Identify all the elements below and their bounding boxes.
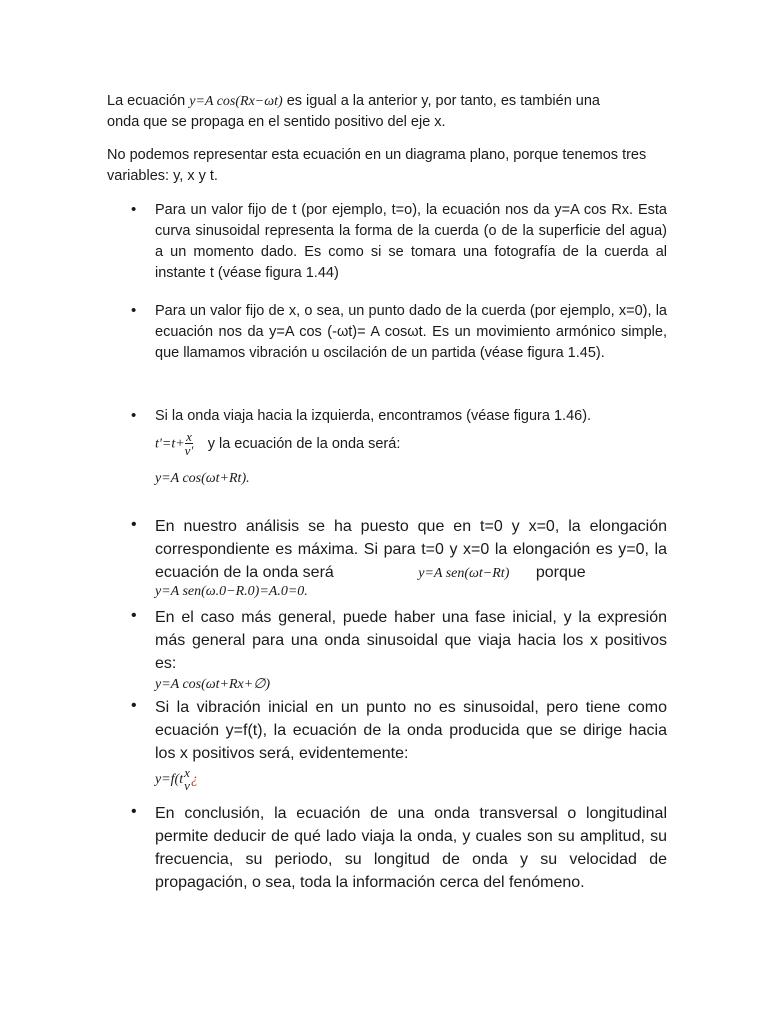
eq-t-prime-left: t'=t+: [155, 436, 185, 452]
equation-function: [155, 766, 198, 792]
paragraph-variables: [107, 145, 667, 187]
variables-line2: variables: y, x y t.: [107, 168, 218, 184]
bullet-icon: •: [131, 201, 137, 218]
eq-fraction: $\frac{x}{v'}$: [184, 429, 194, 458]
bullet-fixed-x: Para un valor fijo de x, o sea, un punto dado de la cuerda (por ejemplo, x=0), la ecuación nos da y=A cos (-ωt)= A cosωt. Es un movimiento armónico simple, que llamamos vibración u oscilación de un partida (véase figura 1.45).: [155, 303, 667, 361]
eq-sen-inline: y=A sen(ωt−Rt): [418, 566, 510, 581]
word-porque: porque: [535, 564, 586, 581]
bullet-icon: •: [131, 302, 137, 319]
bullet-analysis: En nuestro análisis se ha puesto que en t=0 y x=0, la elongación correspondiente es máxima. Si para t=0 y x=0 la elongación es y=0, la ecuación de la onda será y=A sen(ωt−Rt) porque: [155, 518, 667, 581]
intro-prefix: La ecuación: [107, 93, 186, 109]
bullet-icon: •: [131, 697, 137, 714]
paragraph-intro: [107, 91, 667, 133]
eq-function-left: y=f(t: [155, 772, 184, 788]
bullet-icon: •: [131, 803, 137, 820]
equation-t-prime: [155, 430, 400, 457]
eq-fraction: x v: [184, 765, 190, 793]
eq-function-tail: ¿: [190, 772, 198, 788]
equation-wave: y=A cos(Rx−ωt): [189, 94, 283, 109]
equation-left-wave: y=A cos(ωt+Rt).: [155, 471, 250, 486]
bullet-left-wave: Si la onda viaja hacia la izquierda, encontramos (véase figura 1.46).: [155, 408, 592, 424]
bullet-non-sinusoidal: Si la vibración inicial en un punto no es sinusoidal, pero tiene como ecuación y=f(t), la ecuación de la onda producida que se dirige hacia los x positivos será, evidentemente:: [155, 699, 667, 762]
variables-line1: No podemos representar esta ecuación en un diagrama plano, porque tenemos tres: [107, 147, 647, 163]
equation-initial-phase: y=A cos(ωt+Rx+∅): [155, 677, 271, 692]
intro-suffix: es igual a la anterior y, por tanto, es también una: [286, 93, 600, 109]
bullet-icon: •: [131, 407, 137, 424]
bullet-fixed-t: Para un valor fijo de t (por ejemplo, t=o), la ecuación nos da y=A cos Rx. Esta curva sinusoidal representa la forma de la cuerda (o de la superficie del agua) a un momento dado. Es como si se tomara una fotografía de la cuerda al instante t (véase figura 1.44): [155, 202, 667, 281]
bullet-conclusion: En conclusión, la ecuación de una onda transversal o longitudinal permite deducir de qué lado viaja la onda, y cuales son su amplitud, su frecuencia, su periodo, su longitud de onda y su velocidad de propagación, o sea, toda la información cerca del fenómeno.: [155, 805, 667, 891]
equation-sen-zero: y=A sen(ω.0−R.0)=A.0=0.: [155, 584, 308, 599]
bullet-icon: •: [131, 516, 137, 533]
bullet-general: En el caso más general, puede haber una fase inicial, y la expresión más general para una onda sinusoidal que viaja hacia los x positivos es:: [155, 609, 667, 672]
bullet-icon: •: [131, 607, 137, 624]
eq-t-prime-after: y la ecuación de la onda será:: [207, 435, 401, 452]
intro-line2: onda que se propaga en el sentido positivo del eje x.: [107, 114, 446, 130]
